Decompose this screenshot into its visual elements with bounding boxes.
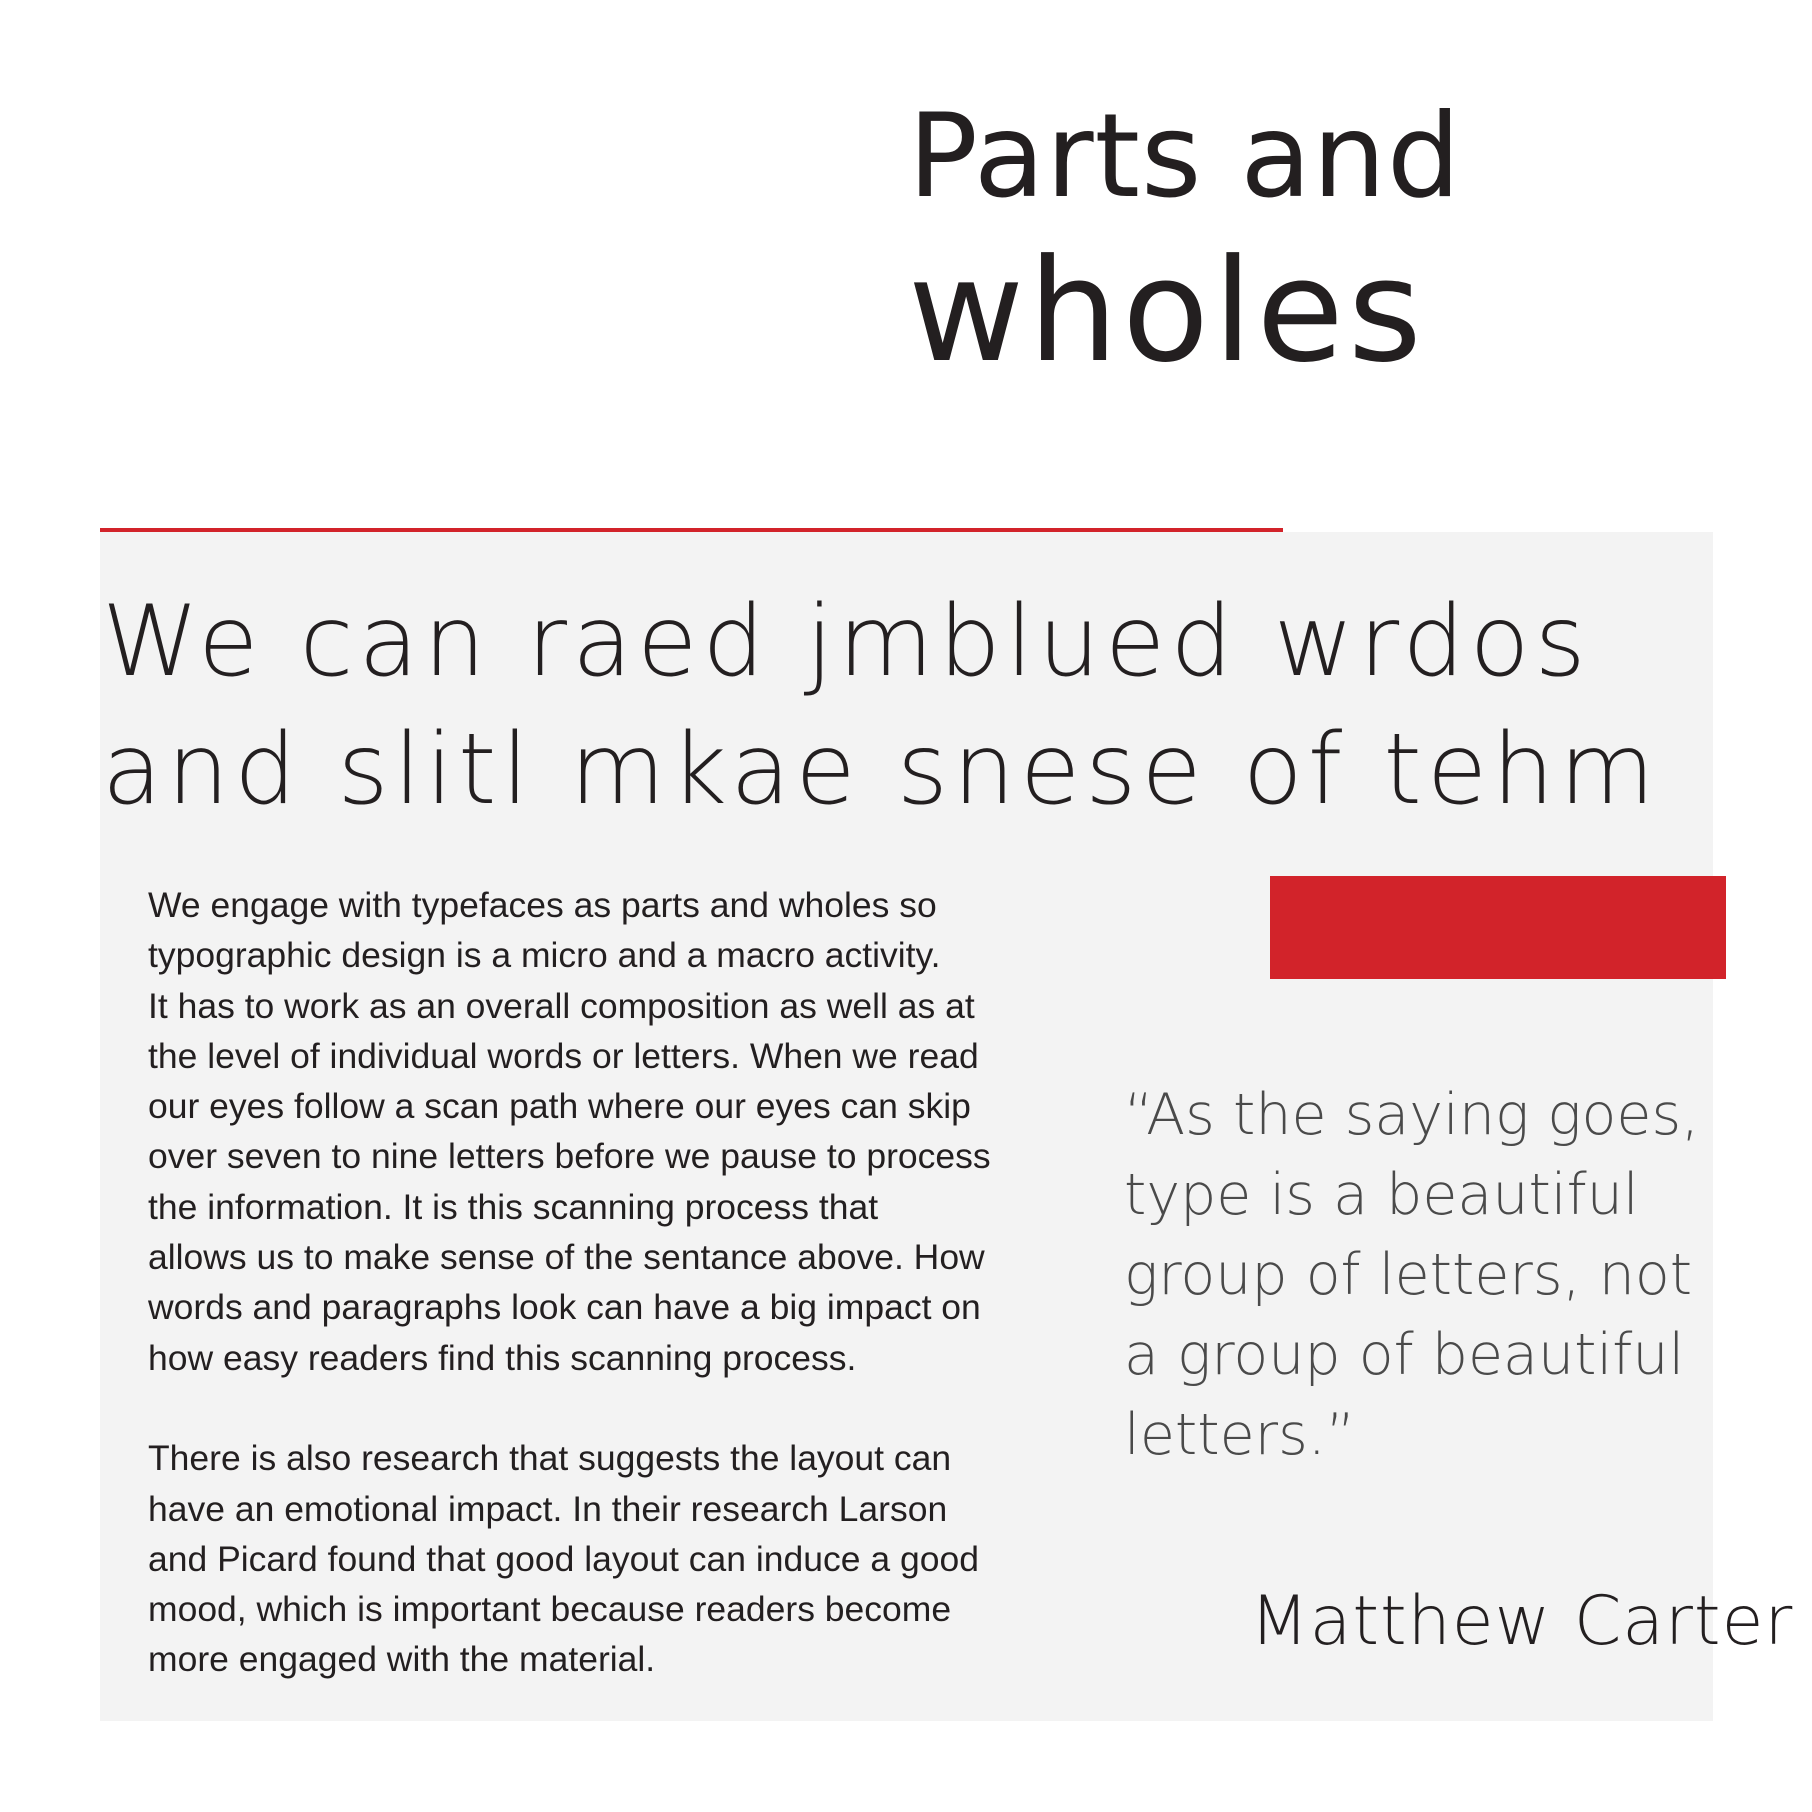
body-line: and Picard found that good layout can induce a good bbox=[148, 1538, 979, 1579]
jumbled-headline bbox=[102, 578, 1702, 834]
quote-line: letters.” bbox=[1124, 1402, 1356, 1468]
quote-line: type is a beautiful bbox=[1124, 1162, 1639, 1228]
pull-quote bbox=[1124, 1075, 1704, 1475]
quote-line: a group of beautiful bbox=[1124, 1322, 1685, 1388]
paragraph-gap bbox=[148, 1383, 1088, 1433]
body-line: mood, which is important because readers become bbox=[148, 1589, 952, 1630]
quote-author: Matthew Carter bbox=[1250, 1582, 1794, 1661]
body-line: the level of individual words or letters. When we read bbox=[148, 1035, 979, 1076]
body-line: typographic design is a micro and a macro activity. bbox=[148, 935, 941, 976]
body-line: It has to work as an overall composition as well as at bbox=[148, 985, 975, 1026]
quote-line: “As the saying goes, bbox=[1124, 1082, 1700, 1148]
body-line: allows us to make sense of the sentance above. How bbox=[148, 1237, 985, 1278]
accent-block bbox=[1270, 876, 1726, 979]
body-copy bbox=[148, 880, 1088, 1685]
jumbled-headline-line: and slitl mkae snese of tehm bbox=[102, 713, 1660, 827]
body-line: words and paragraphs look can have a big impact on bbox=[148, 1287, 981, 1328]
body-line: how easy readers find this scanning process. bbox=[148, 1337, 857, 1378]
body-line: the information. It is this scanning process that bbox=[148, 1186, 879, 1227]
body-line: more engaged with the material. bbox=[148, 1639, 656, 1680]
page-title-line-2: wholes bbox=[908, 229, 1426, 394]
body-line: We engage with typefaces as parts and wholes so bbox=[148, 885, 937, 925]
body-line: have an emotional impact. In their research Larson bbox=[148, 1488, 948, 1529]
body-line: our eyes follow a scan path where our eyes can skip bbox=[148, 1086, 971, 1127]
jumbled-headline-line: We can raed jmblued wrdos bbox=[102, 585, 1591, 699]
quote-line: group of letters, not bbox=[1124, 1242, 1693, 1308]
page-title-line-1: Parts and bbox=[908, 89, 1462, 224]
body-line: There is also research that suggests the layout can bbox=[148, 1438, 952, 1479]
body-line: over seven to nine letters before we pause to process bbox=[148, 1136, 991, 1177]
